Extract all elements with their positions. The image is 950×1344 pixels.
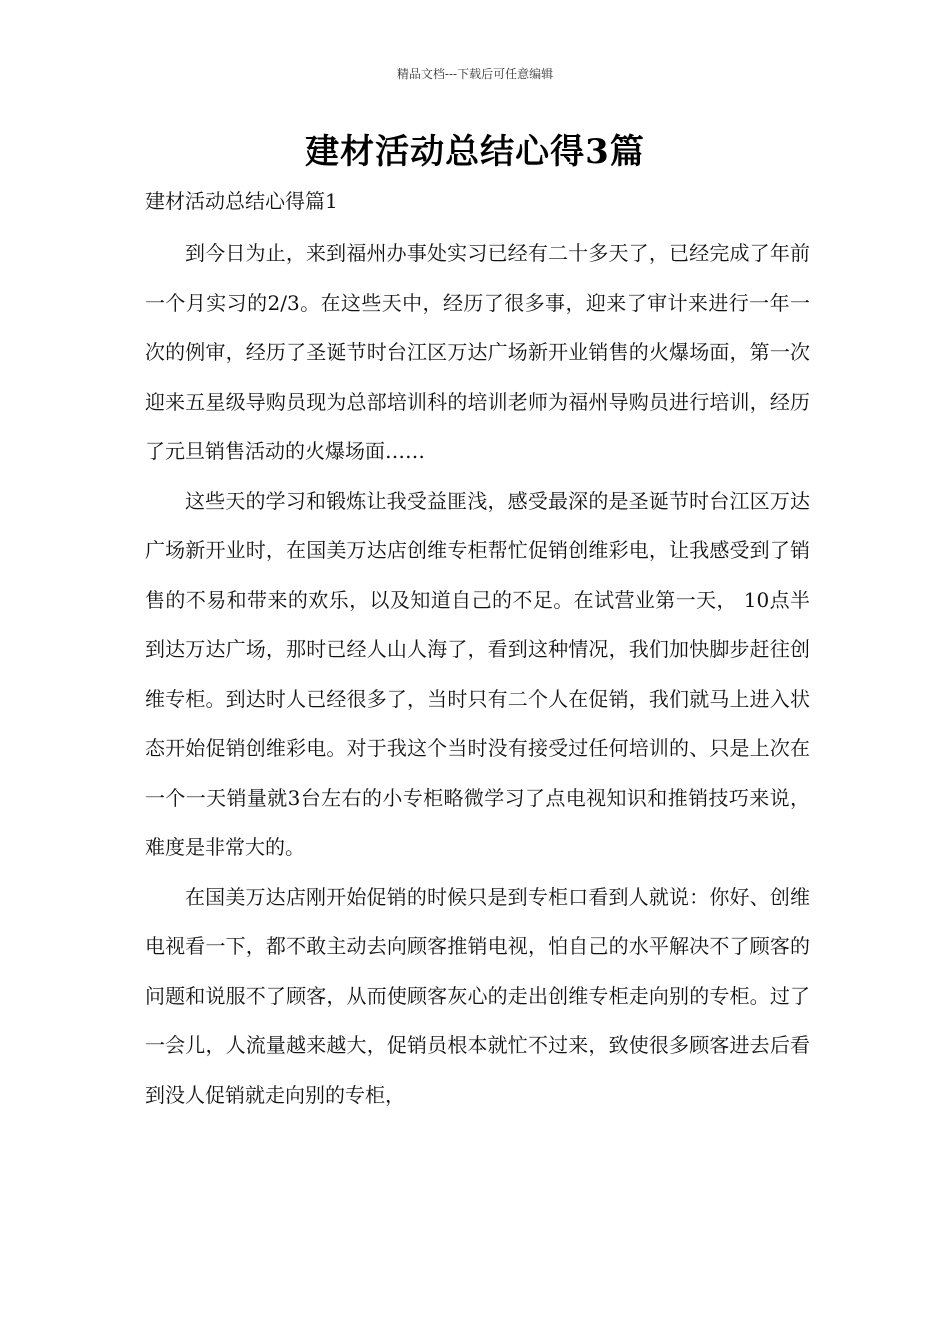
- document-title: 建材活动总结心得3篇: [305, 132, 645, 172]
- header-note: 精品文档---下载后可任意编辑: [396, 67, 554, 81]
- paragraph-2: 这些天的学习和锻炼让我受益匪浅，感受最深的是圣诞节时台江区万达广场新开业时，在国美万达店创维专柜帮忙促销创维彩电，让我感受到了销售的不易和带来的欢乐，以及知道自己的不足。在试营业第一天， 10点半到达万达广场，那时已经人山人海了，看到这种情况，我们加快脚步赶往创维专柜。到达时人已经很多了，当时只有二个人在促销，我们就马上进入状态开始促销创维彩电。对于我这个当时没有接受过任何培训的、只是上次在一个一天销量就3台左右的小专柜略微学习了点电视知识和推销技巧来说，难度是非常大的。: [145, 488, 810, 859]
- paragraph-1: 到今日为止，来到福州办事处实习已经有二十多天了，已经完成了年前一个月实习的2/3。在这些天中，经历了很多事，迎来了审计来进行一年一次的例审，经历了圣诞节时台江区万达广场新开业销售的火爆场面，第一次迎来五星级导购员现为总部培训科的培训老师为福州导购员进行培训，经历了元旦销售活动的火爆场面……: [145, 241, 810, 463]
- paragraph-3: 在国美万达店刚开始促销的时候只是到专柜口看到人就说：你好、创维电视看一下，都不敢主动去向顾客推销电视，怕自己的水平解决不了顾客的问题和说服不了顾客，从而使顾客灰心的走出创维专柜走向别的专柜。过了一会儿，人流量越来越大，促销员根本就忙不过来，致使很多顾客进去后看到没人促销就走向别的专柜，: [145, 884, 810, 1107]
- section-heading: 建材活动总结心得篇1: [145, 189, 338, 213]
- document-body: [145, 229, 810, 1120]
